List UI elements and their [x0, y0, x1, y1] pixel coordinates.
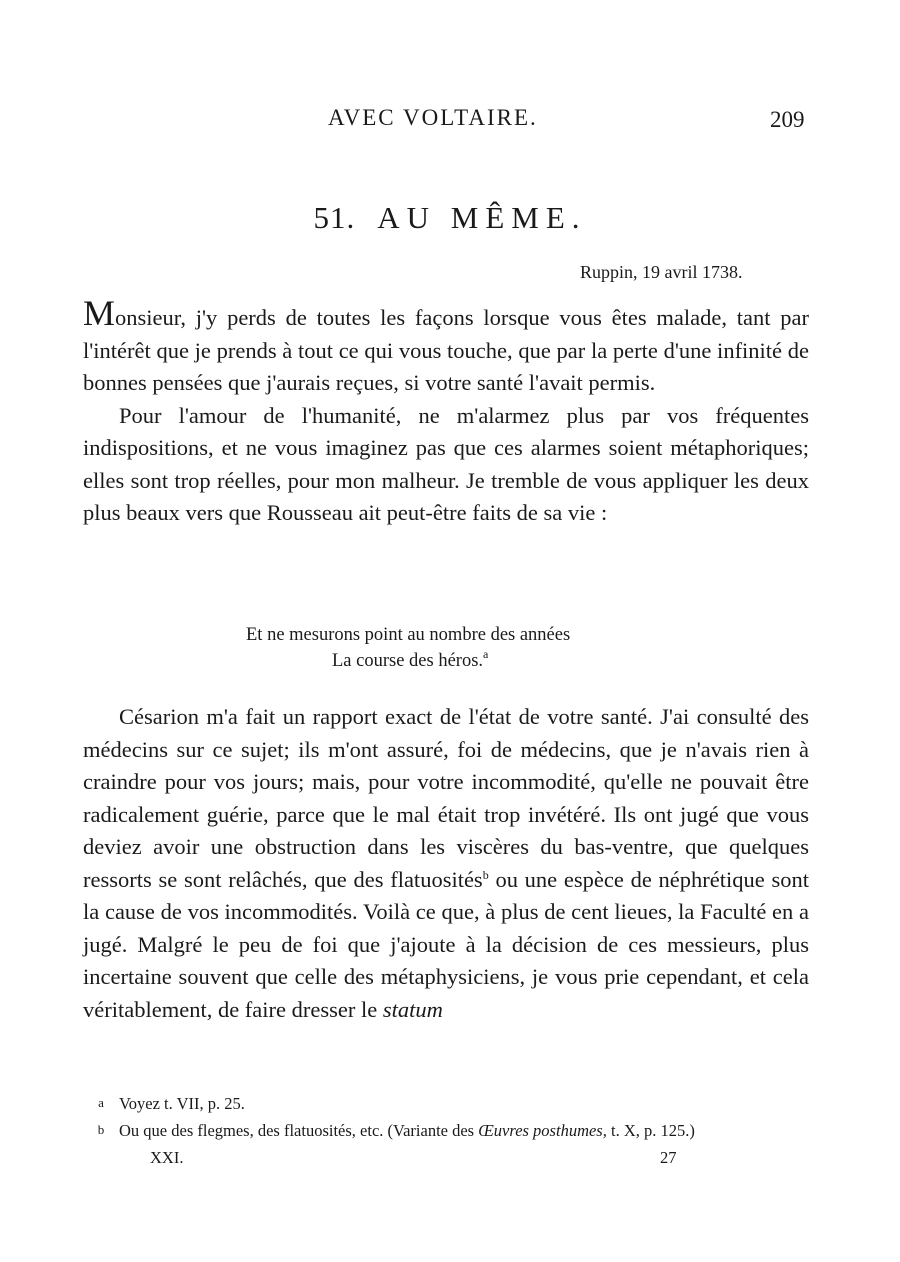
printer-signature: [0, 1148, 900, 1172]
letter-body-part-1: [83, 293, 809, 530]
verse-line-1: Et ne mesurons point au nombre des années: [246, 625, 571, 645]
footnote-b-italic: Œuvres posthumes,: [478, 1121, 607, 1140]
paragraph-1: [83, 293, 809, 400]
running-title: AVEC VOLTAIRE.: [328, 105, 538, 130]
footnotes: [83, 1090, 823, 1144]
footnote-b-text-after: t. X, p. 125.): [606, 1121, 695, 1140]
letter-body-part-2: [83, 701, 809, 1026]
running-head: [0, 105, 900, 135]
volume-signature: XXI.: [150, 1148, 184, 1167]
verse-line-2-text: La course des héros.: [332, 651, 484, 671]
dateline: Ruppin, 19 avril 1738.: [580, 262, 743, 282]
footnote-a-text: Voyez t. VII, p. 25.: [119, 1094, 245, 1113]
page-number: 209: [770, 107, 805, 132]
paragraph-3-text-b: ou une espèce de néphrétique sont la cause de vos incommodités. Voilà ce que, à plus de cent lieues, la Faculté en a jugé. Malgré le peu de foi que j'ajoute à la décision de ces messieurs, plus incertaine souvent que celle des métaphysiciens, je vous prie cependant, et cela véritablement, de faire dresser le: [83, 866, 810, 1022]
letter-number: 51.: [313, 200, 356, 235]
footnote-a: [83, 1090, 823, 1117]
footnote-b: [83, 1117, 823, 1144]
verse-line-2: [83, 648, 809, 674]
drop-cap: M: [83, 293, 116, 333]
footnote-ref-b[interactable]: b: [482, 867, 489, 882]
letter-title: AU MÊME.: [377, 200, 587, 235]
footnote-b-text-before: Ou que des flegmes, des flatuosités, etc. (Variante des: [119, 1121, 479, 1140]
footnote-ref-a[interactable]: a: [483, 647, 489, 661]
paragraph-3-italic: statum: [382, 996, 443, 1022]
footnote-mark-b: b: [97, 1122, 105, 1137]
letter-heading: [0, 200, 900, 236]
paragraph-2: Pour l'amour de l'humanité, ne m'alarmez plus par vos fréquentes indispositions, et ne vous imaginez pas que ces alarmes soient métaphoriques; elles sont trop réelles, pour mon malheur. Je tremble de vous appliquer les deux plus beaux vers que Rousseau ait peut-être faits de sa vie :: [83, 402, 809, 525]
paragraph-3-text-a: Césarion m'a fait un rapport exact de l'état de votre santé. J'ai consulté des médecins sur ce sujet; ils m'ont assuré, foi de médecins, que je n'avais rien à craindre pour vos jours; mais, pour votre incommodité, qu'elle ne pouvait être radicalement guérie, parce que le mal était trop invétéré. Ils ont jugé que vous deviez avoir une obstruction dans les viscères du bas-ventre, que quelques ressorts se sont relâchés, que des flatuosités: [83, 704, 809, 892]
paragraph-3: [83, 701, 809, 1026]
sheet-signature: 27: [660, 1148, 677, 1167]
paragraph-1-text: onsieur, j'y perds de toutes les façons lorsque vous êtes malade, tant par l'intérêt que je prends à tout ce qui vous touche, que par la perte d'une infinité de bonnes pensées que j'aurais reçues, si votre santé l'avait permis.: [83, 305, 809, 395]
footnote-mark-a: a: [98, 1095, 104, 1110]
verse-quotation: [83, 622, 809, 674]
